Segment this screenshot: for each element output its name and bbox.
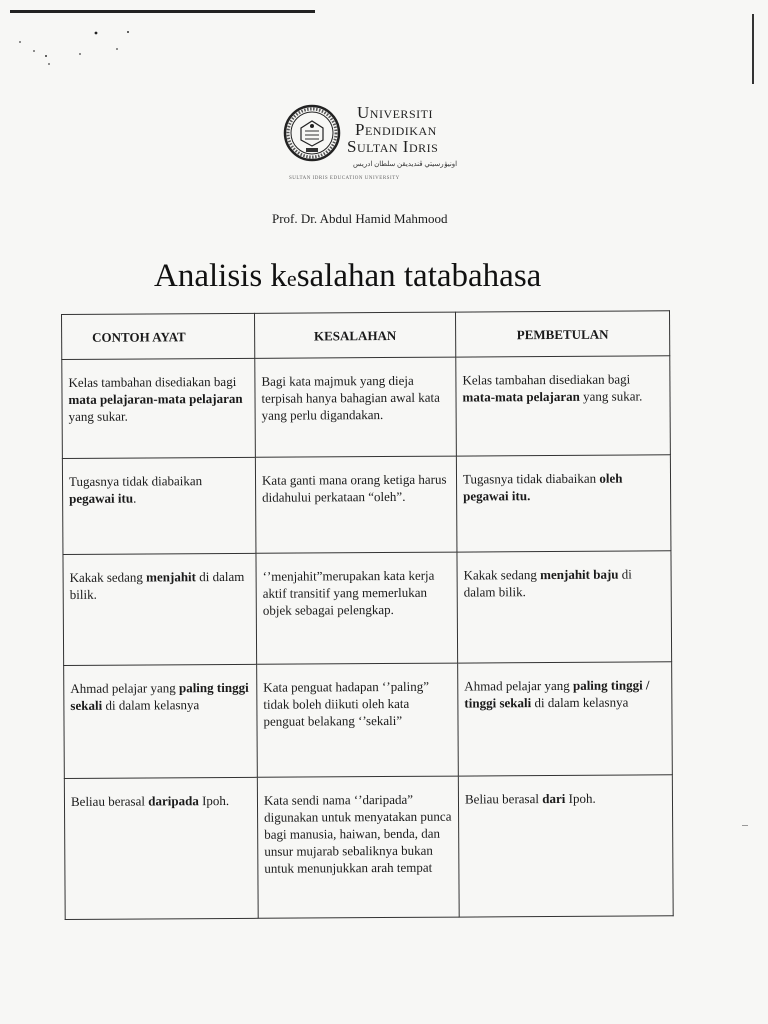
cell-contoh: [62, 457, 256, 554]
cell-text: [262, 553, 450, 619]
university-seal-icon: [283, 104, 341, 162]
bold-text: dari: [542, 790, 566, 807]
text-run: Kata ganti mana orang ketiga harus didahului perkataan “oleh”.: [261, 471, 447, 505]
scan-right-rule: [752, 14, 754, 84]
cell-contoh: [64, 664, 258, 778]
text-run: di dalam bilik.: [69, 568, 245, 602]
cell-text: [463, 455, 664, 504]
cell-text: [69, 554, 249, 603]
table-row: [64, 775, 673, 920]
text-run: di dalam bilik.: [463, 566, 632, 600]
text-run: Ipoh.: [198, 792, 230, 809]
university-subtitle: SULTAN IDRIS EDUCATION UNIVERSITY: [289, 176, 400, 181]
cell-text: [68, 359, 248, 425]
cell-text: [264, 777, 453, 877]
cell-pembetulan: [458, 775, 673, 917]
cell-pembetulan: [456, 455, 671, 552]
author-name: Prof. Dr. Abdul Hamid Mahmood: [272, 211, 448, 226]
text-run: Tugasnya tidak diabaikan: [68, 473, 203, 489]
text-run: di dalam kelasnya: [102, 697, 200, 713]
table-row: [62, 455, 671, 555]
cell-text: [70, 665, 250, 714]
document-title: [154, 258, 541, 295]
text-run: Kakak sedang: [463, 567, 541, 583]
header-kesalahan: KESALAHAN: [254, 312, 455, 358]
text-run: yang sukar.: [68, 408, 128, 424]
text-run: ‘’menjahit”merupakan kata kerja aktif transitif yang memerlukan objek sebagai pelengkap.: [262, 567, 435, 618]
text-run: Ahmad pelajar yang: [464, 677, 573, 694]
cell-kesalahan: [256, 552, 458, 664]
header-contoh-ayat: CONTOH AYAT: [62, 313, 255, 359]
cell-text: [263, 664, 451, 730]
cell-kesalahan: [255, 456, 457, 553]
table-row: [62, 356, 671, 459]
bold-text: paling tinggi / tinggi sekali: [464, 677, 650, 711]
bold-text: mata-mata pelajaran: [462, 388, 580, 405]
cell-kesalahan: [257, 663, 459, 777]
university-name-line3: Sultan Idris: [347, 137, 439, 156]
text-run: Kelas tambahan disediakan bagi: [68, 373, 237, 390]
text-run: Tugasnya tidak diabaikan: [462, 470, 600, 487]
text-run: Kata sendi nama ‘’daripada” digunakan untuk menyatakan punca bagi manusia, haiwan, benda, dan unsur mujarab sebaliknya bukan untuk menunjukkan arah tempat: [263, 791, 452, 876]
table-row: [64, 662, 673, 779]
cell-text: [69, 458, 249, 507]
bold-text: paling tinggi sekali: [70, 679, 249, 713]
header-pembetulan: PEMBETULAN: [455, 311, 669, 357]
bold-text: daripada: [148, 793, 199, 809]
text-run: di dalam kelasnya: [531, 694, 629, 711]
text-run: Beliau berasal: [464, 791, 543, 807]
grammar-error-table: [61, 310, 674, 920]
table-row: [63, 551, 672, 666]
cell-text: [71, 778, 251, 810]
cell-kesalahan: [255, 357, 457, 457]
text-run: Bagi kata majmuk yang dieja terpisah hanya bahagian awal kata yang perlu digandakan.: [261, 372, 440, 423]
cell-pembetulan: [458, 662, 673, 776]
margin-mark: [742, 825, 748, 826]
cell-kesalahan: [257, 776, 459, 918]
cell-text: [462, 356, 663, 405]
title-part-2: e: [286, 266, 297, 291]
cell-text: [262, 457, 450, 506]
cell-pembetulan: [456, 356, 671, 456]
bold-text: pegawai itu: [69, 490, 134, 506]
text-run: .: [133, 490, 137, 506]
cell-contoh: [64, 777, 258, 919]
scan-specks: [0, 0, 160, 80]
university-name-line2: Pendidikan: [355, 120, 437, 139]
text-run: Ipoh.: [565, 790, 596, 806]
bold-text: mata pelajaran-mata pelajaran: [68, 390, 243, 407]
text-run: Kata penguat hadapan ‘’paling” tidak boleh diikuti oleh kata penguat belakang ‘’sekali”: [263, 678, 430, 729]
bold-text: menjahit baju: [540, 566, 619, 583]
university-name-line1: Universiti: [357, 103, 433, 122]
university-logo: [283, 102, 473, 186]
title-part-1: Analisis k: [154, 258, 287, 294]
cell-contoh: [63, 553, 257, 665]
cell-text: [465, 775, 666, 807]
cell-contoh: [62, 358, 256, 458]
cell-text: [463, 551, 664, 600]
text-run: Kakak sedang: [69, 569, 147, 585]
cell-text: [464, 662, 665, 711]
text-run: Beliau berasal: [70, 793, 149, 809]
bold-text: menjahit: [146, 569, 197, 585]
text-run: Ahmad pelajar yang: [70, 680, 179, 696]
university-name: [347, 104, 438, 155]
cell-text: [261, 358, 449, 424]
bold-text: oleh pegawai itu.: [463, 470, 623, 504]
university-name-jawi: اونيۏرسيتي ڤنديديقن سلطان ادريس: [353, 160, 458, 168]
title-part-3: salahan tatabahasa: [296, 258, 542, 294]
text-run: Kelas tambahan disediakan bagi: [462, 371, 631, 388]
cell-pembetulan: [457, 551, 672, 663]
text-run: yang sukar.: [579, 388, 643, 404]
